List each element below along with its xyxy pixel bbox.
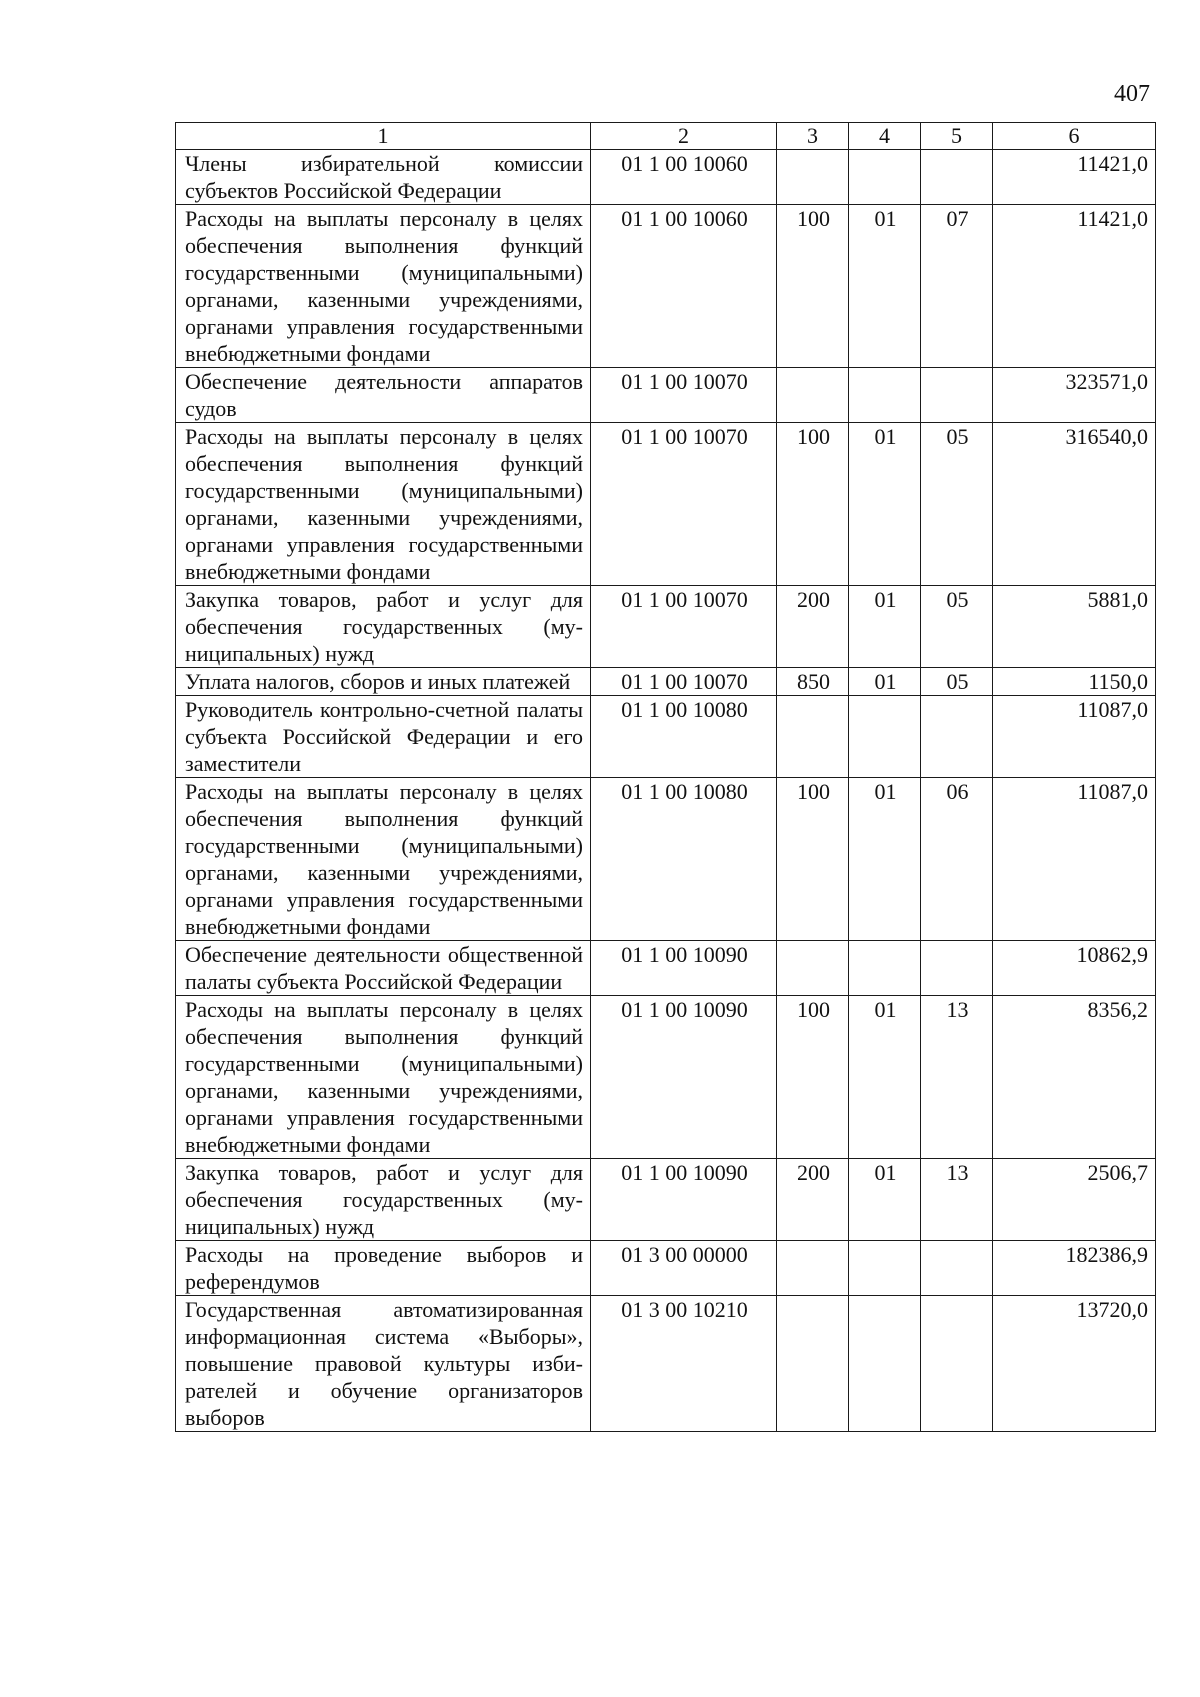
- description-cell: Обеспечение деятельности общественной палаты субъекта Российской Федерации: [176, 941, 591, 996]
- section-cell: [849, 150, 921, 205]
- section-cell: 01: [849, 668, 921, 696]
- expense-type-cell: 100: [777, 996, 849, 1159]
- table-row: [176, 150, 1156, 205]
- description-cell: Закупка товаров, работ и услуг для обеспечения государственных (муниципальных) нужд: [176, 586, 591, 668]
- subsection-cell: [921, 1296, 993, 1432]
- table-row: [176, 205, 1156, 368]
- description-cell: Расходы на выплаты персоналу в целях обеспечения выполнения функций государственными (муниципальными) органами, казенными учреждениями, органами управления государственными внебюджетными фондами: [176, 423, 591, 586]
- expense-type-cell: 100: [777, 423, 849, 586]
- section-cell: [849, 368, 921, 423]
- amount-cell: 182386,9: [993, 1241, 1156, 1296]
- section-cell: 01: [849, 1159, 921, 1241]
- expense-type-cell: 850: [777, 668, 849, 696]
- amount-cell: 1150,0: [993, 668, 1156, 696]
- target-code-cell: 01 1 00 10070: [591, 586, 777, 668]
- subsection-cell: [921, 941, 993, 996]
- section-cell: 01: [849, 778, 921, 941]
- target-code-cell: 01 1 00 10090: [591, 996, 777, 1159]
- header-cell-6: 6: [993, 123, 1156, 150]
- page-number: 407: [1114, 81, 1150, 107]
- section-cell: 01: [849, 586, 921, 668]
- target-code-cell: 01 1 00 10060: [591, 205, 777, 368]
- subsection-cell: [921, 1241, 993, 1296]
- section-cell: [849, 1296, 921, 1432]
- expense-type-cell: [777, 941, 849, 996]
- expense-type-cell: [777, 1296, 849, 1432]
- target-code-cell: 01 1 00 10070: [591, 368, 777, 423]
- expense-type-cell: [777, 1241, 849, 1296]
- budget-table: [175, 122, 1156, 1432]
- subsection-cell: 13: [921, 996, 993, 1159]
- subsection-cell: 05: [921, 668, 993, 696]
- target-code-cell: 01 1 00 10090: [591, 1159, 777, 1241]
- target-code-cell: 01 3 00 10210: [591, 1296, 777, 1432]
- description-cell: Расходы на выплаты персоналу в целях обеспечения выполнения функций государственными (муниципальными) органами, казенными учреждениями, органами управления государственными внебюджетными фондами: [176, 778, 591, 941]
- section-cell: 01: [849, 423, 921, 586]
- subsection-cell: 06: [921, 778, 993, 941]
- target-code-cell: 01 1 00 10070: [591, 423, 777, 586]
- subsection-cell: 05: [921, 586, 993, 668]
- expense-type-cell: 100: [777, 205, 849, 368]
- table-row: [176, 423, 1156, 586]
- expense-type-cell: 200: [777, 1159, 849, 1241]
- header-cell-3: 3: [777, 123, 849, 150]
- expense-type-cell: [777, 150, 849, 205]
- table-row: [176, 1159, 1156, 1241]
- target-code-cell: 01 1 00 10090: [591, 941, 777, 996]
- table-row: [176, 1241, 1156, 1296]
- amount-cell: 8356,2: [993, 996, 1156, 1159]
- table-row: [176, 696, 1156, 778]
- header-cell-1: 1: [176, 123, 591, 150]
- section-cell: 01: [849, 205, 921, 368]
- subsection-cell: [921, 368, 993, 423]
- header-cell-4: 4: [849, 123, 921, 150]
- amount-cell: 11087,0: [993, 778, 1156, 941]
- subsection-cell: [921, 696, 993, 778]
- target-code-cell: 01 1 00 10070: [591, 668, 777, 696]
- table-row: [176, 1296, 1156, 1432]
- amount-cell: 11087,0: [993, 696, 1156, 778]
- header-cell-5: 5: [921, 123, 993, 150]
- expense-type-cell: [777, 696, 849, 778]
- subsection-cell: 13: [921, 1159, 993, 1241]
- target-code-cell: 01 3 00 00000: [591, 1241, 777, 1296]
- amount-cell: 11421,0: [993, 205, 1156, 368]
- subsection-cell: 05: [921, 423, 993, 586]
- description-cell: Члены избирательной комиссии субъектов Российской Федерации: [176, 150, 591, 205]
- expense-type-cell: 200: [777, 586, 849, 668]
- description-cell: Расходы на проведение выборов и референдумов: [176, 1241, 591, 1296]
- section-cell: 01: [849, 996, 921, 1159]
- table-row: [176, 941, 1156, 996]
- target-code-cell: 01 1 00 10060: [591, 150, 777, 205]
- description-cell: Расходы на выплаты персоналу в целях обеспечения выполнения функций государственными (муниципальными) органами, казенными учреждениями, органами управления государственными внебюджетными фондами: [176, 996, 591, 1159]
- description-cell: Уплата налогов, сборов и иных платежей: [176, 668, 591, 696]
- header-cell-2: 2: [591, 123, 777, 150]
- table-row: [176, 586, 1156, 668]
- expense-type-cell: [777, 368, 849, 423]
- target-code-cell: 01 1 00 10080: [591, 778, 777, 941]
- description-cell: Расходы на выплаты персоналу в целях обеспечения выполнения функций государственными (муниципальными) органами, казенными учреждениями, органами управления государственными внебюджетными фондами: [176, 205, 591, 368]
- description-cell: Закупка товаров, работ и услуг для обеспечения государственных (муниципальных) нужд: [176, 1159, 591, 1241]
- amount-cell: 323571,0: [993, 368, 1156, 423]
- table-header-row: [176, 123, 1156, 150]
- amount-cell: 13720,0: [993, 1296, 1156, 1432]
- subsection-cell: 07: [921, 205, 993, 368]
- amount-cell: 316540,0: [993, 423, 1156, 586]
- amount-cell: 2506,7: [993, 1159, 1156, 1241]
- target-code-cell: 01 1 00 10080: [591, 696, 777, 778]
- table-row: [176, 668, 1156, 696]
- description-cell: Государственная автоматизированная информационная система «Выборы», повышение правовой культуры избирателей и обучение организаторов выборов: [176, 1296, 591, 1432]
- section-cell: [849, 941, 921, 996]
- amount-cell: 11421,0: [993, 150, 1156, 205]
- expense-type-cell: 100: [777, 778, 849, 941]
- subsection-cell: [921, 150, 993, 205]
- description-cell: Руководитель контрольно-счетной палаты субъекта Российской Федерации и его заместители: [176, 696, 591, 778]
- table-row: [176, 996, 1156, 1159]
- section-cell: [849, 696, 921, 778]
- amount-cell: 10862,9: [993, 941, 1156, 996]
- description-cell: Обеспечение деятельности аппаратов судов: [176, 368, 591, 423]
- table-row: [176, 778, 1156, 941]
- amount-cell: 5881,0: [993, 586, 1156, 668]
- section-cell: [849, 1241, 921, 1296]
- table-row: [176, 368, 1156, 423]
